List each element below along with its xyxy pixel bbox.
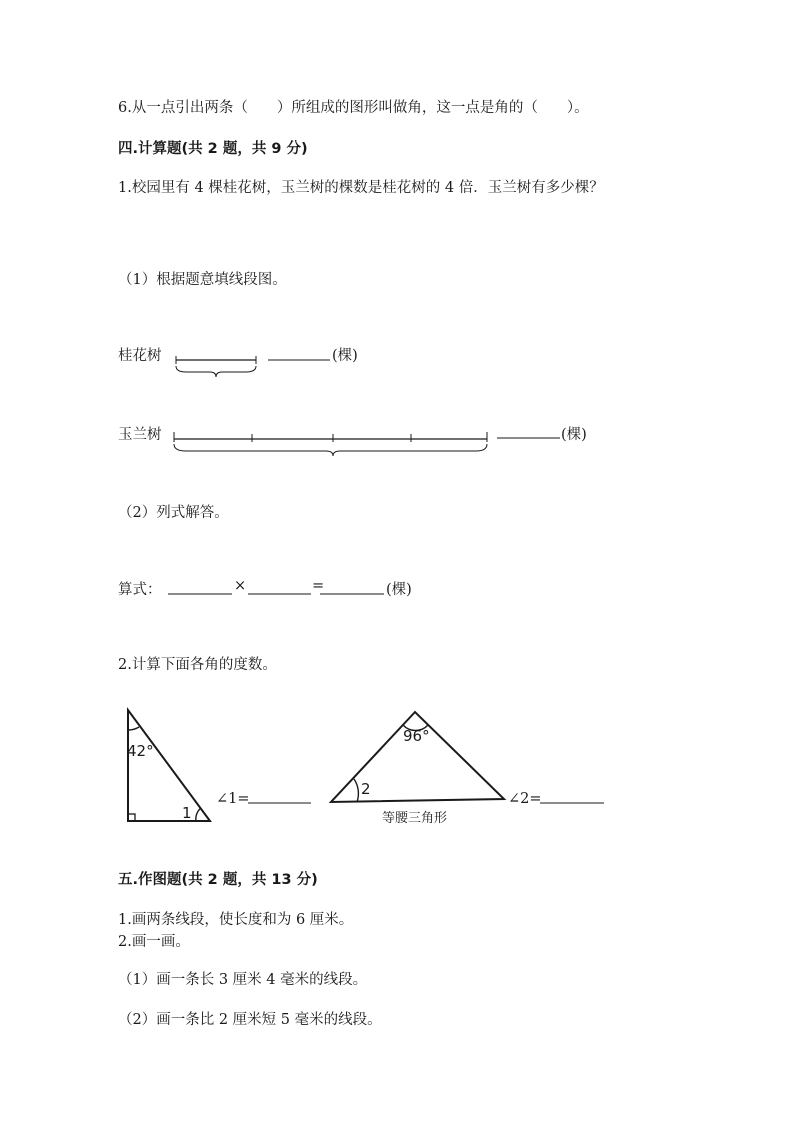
osmanthus-brace — [176, 366, 256, 377]
osmanthus-unit: (棵) — [332, 348, 358, 364]
triangle-2-caption: 等腰三角形 — [382, 811, 448, 826]
problem-1-question: 1.校园里有 4 棵桂花树，玉兰树的棵数是桂花树的 4 倍．玉兰树有多少棵？ — [118, 180, 604, 196]
angle-1-answer: ∠1= — [216, 791, 250, 807]
problem-1-step-2: （2）列式解答。 — [118, 505, 229, 521]
section-5-question-2: 2.画一画。 — [118, 934, 190, 950]
formula-unit: (棵) — [386, 582, 412, 598]
section-5-question-2-part-1: （1）画一条长 3 厘米 4 毫米的线段。 — [118, 972, 368, 988]
equals-sign: = — [312, 578, 325, 594]
triangle-1-angle-label: 42° — [127, 742, 154, 760]
triangle-2-angle-mark: 2 — [361, 780, 371, 798]
triangle-1-angle-mark: 1 — [182, 804, 192, 822]
magnolia-brace — [174, 444, 487, 456]
row-label-magnolia: 玉兰树 — [118, 427, 162, 443]
section-4-heading: 四.计算题(共 2 题，共 9 分) — [118, 141, 308, 157]
triangle-2-angle-label: 96° — [403, 727, 430, 745]
magnolia-unit: (棵) — [561, 427, 587, 443]
problem-2-question: 2.计算下面各角的度数。 — [118, 657, 277, 673]
formula-label: 算式： — [118, 582, 162, 598]
times-sign: × — [234, 578, 247, 594]
angle-2-answer: ∠2= — [508, 791, 542, 807]
isosceles-triangle-figure — [331, 712, 504, 802]
problem-1-step-1: （1）根据题意填线段图。 — [118, 272, 287, 288]
question-6: 6.从一点引出两条（ ）所组成的图形叫做角，这一点是角的（ ）。 — [118, 100, 589, 116]
section-5-heading: 五.作图题(共 2 题，共 13 分) — [118, 872, 318, 888]
section-5-question-1: 1.画两条线段，使长度和为 6 厘米。 — [118, 912, 354, 928]
section-5-question-2-part-2: （2）画一条比 2 厘米短 5 毫米的线段。 — [118, 1012, 382, 1028]
row-label-osmanthus: 桂花树 — [118, 348, 162, 364]
right-triangle-figure — [128, 710, 210, 821]
